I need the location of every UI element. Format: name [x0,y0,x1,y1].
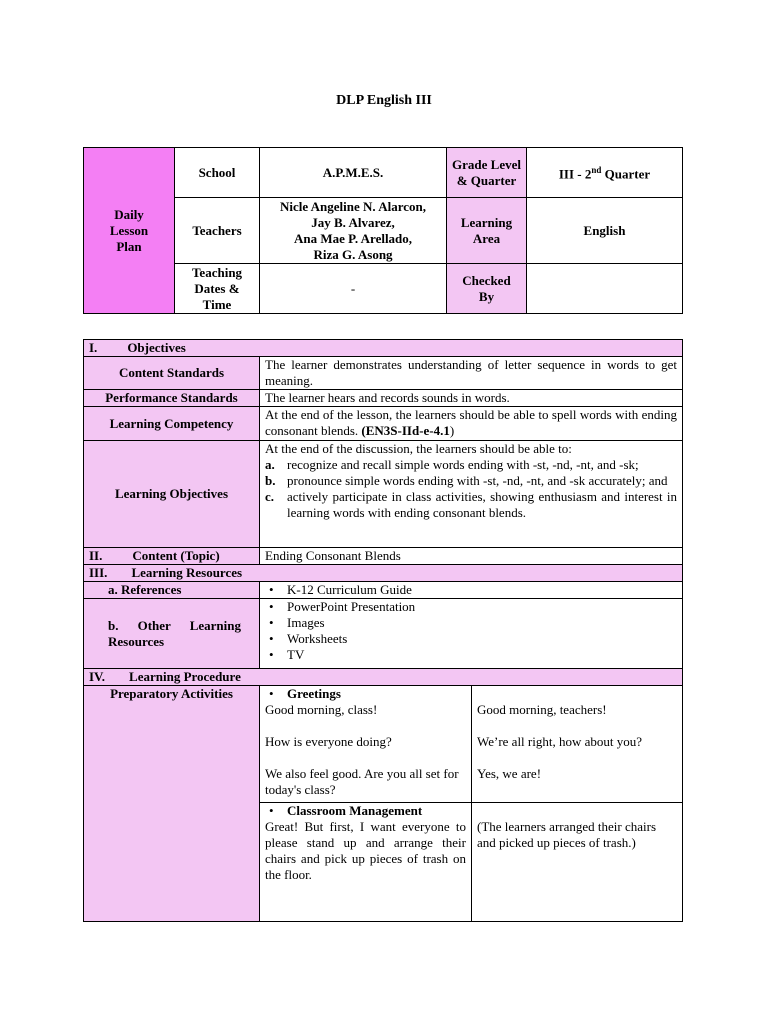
content-standards-label: Content Standards [84,357,260,390]
dlp-label: Daily Lesson Plan [84,148,175,314]
competency-label: Learning Competency [84,407,260,441]
learning-objectives-value: At the end of the discussion, the learners should be able to: a. recognize and recall simple words ending with -st, -nd, -nt, and -sk; b. pronounce simple words ending with -st, -nd, -nt, and -sk accurately; and c. actively participate in class activities, showing enthusiasm and interest in learning words with ending consonant blends. [260,441,683,548]
objective-item: a. recognize and recall simple words ending with -st, -nd, -nt, and -sk; [265,457,639,472]
dates-value: - [260,264,447,314]
performance-standards-value: The learner hears and records sounds in words. [260,390,683,407]
competency-value: At the end of the lesson, the learners should be able to spell words with ending consonant blends. (EN3S-IId-e-4.1) [260,407,683,441]
references-value: • K-12 Curriculum Guide [260,582,683,599]
teacher-classroom-management: • Classroom Management Great! But first, I want everyone to please stand up and arrange their chairs and pick up pieces of trash on the floor. [260,803,472,922]
learner-greetings: Good morning, teachers! We’re all right, how about you? Yes, we are! [472,686,683,803]
references-label: a. References [84,582,260,599]
other-resources-value: • PowerPoint Presentation • Images • Worksheets • TV [260,599,683,669]
section-content: II. Content (Topic) [84,548,260,565]
objective-item: b. pronounce simple words ending with -st, -nd, -nt, and -sk accurately; and [265,473,668,488]
performance-standards-label: Performance Standards [84,390,260,407]
header-table [83,147,683,314]
teachers-value: Nicle Angeline N. Alarcon, Jay B. Alvarez, Ana Mae P. Arellado, Riza G. Asong [260,198,447,264]
teachers-label: Teachers [175,198,260,264]
lesson-table [83,339,683,922]
checked-value [527,264,683,314]
school-value: A.P.M.E.S. [260,148,447,198]
content-topic-value: Ending Consonant Blends [260,548,683,565]
learner-classroom-management: (The learners arranged their chairs and picked up pieces of trash.) [472,803,683,922]
objective-item: c. actively participate in class activities, showing enthusiasm and interest in learning words with ending consonant blends. [265,489,678,520]
area-label: Learning Area [447,198,527,264]
grade-value: III - 2nd Quarter [527,148,683,198]
checked-label: Checked By [447,264,527,314]
area-value: English [527,198,683,264]
section-procedure: IV. Learning Procedure [84,669,683,686]
grade-label: Grade Level & Quarter [447,148,527,198]
content-standards-value: The learner demonstrates understanding of letter sequence in words to get meaning. [260,357,683,390]
section-objectives: I. Objectives [84,340,683,357]
learning-objectives-label: Learning Objectives [84,441,260,548]
section-resources: III. Learning Resources [84,565,683,582]
dates-label: Teaching Dates & Time [175,264,260,314]
other-resources-label: b. Other Learning Resources [84,599,260,669]
document-title: DLP English III [336,93,432,108]
school-label: School [175,148,260,198]
preparatory-activities-label: Preparatory Activities [84,686,260,922]
teacher-greetings: • Greetings Good morning, class! How is everyone doing? We also feel good. Are you all set for today's class? [260,686,472,803]
